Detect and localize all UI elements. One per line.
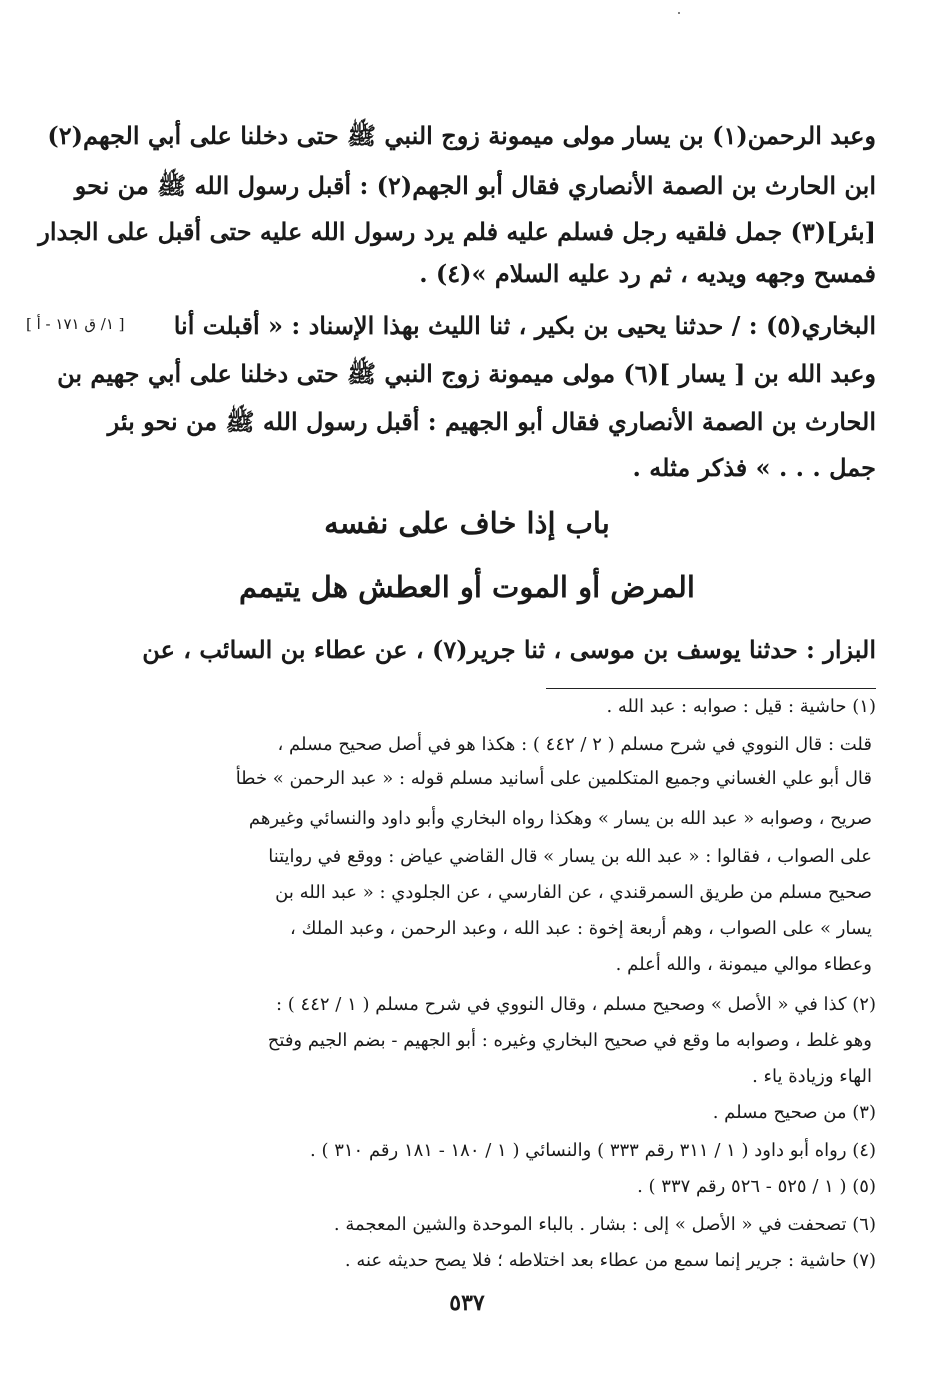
footnote-1-cont-3: صريح ، وصوابه « عبد الله بن يسار » وهكذا رواه البخاري وأبو داود والنسائي وغيرهم [248,808,872,829]
chapter-intro-line: البزار : حدثنا يوسف بن موسى ، ثنا جرير(٧) ، عن عطاء بن السائب ، عن [142,635,876,664]
footnote-1-cont-1: قلت : قال النووي في شرح مسلم ( ٢ / ٤٤٢ ) : هكذا هو في أصل صحيح مسلم ، [277,734,872,755]
main-text-line-1: وعبد الرحمن(١) بن يسار مولى ميمونة زوج النبي ﷺ حتى دخلنا على أبي الجهم(٢) [47,121,876,150]
footnote-1-cont-5: صحيح مسلم من طريق السمرقندي ، عن الفارسي ، عن الجلودي : « عبد الله بن [275,882,872,903]
bukhari-line-1: البخاري(٥) : / حدثنا يحيى بن بكير ، ثنا الليث بهذا الإسناد : « أقبلت أنا [173,311,876,340]
bukhari-line-3: الحارث بن الصمة الأنصاري فقال أبو الجهيم : أقبل رسول الله ﷺ من نحو بئر [107,407,876,436]
footnote-5: (٥) ( ١ / ٥٢٥ - ٥٢٦ رقم ٣٣٧ ) . [637,1176,876,1197]
footnote-1-cont-4: على الصواب ، فقالوا : « عبد الله بن يسار » قال القاضي عياض : ووقع في روايتنا [268,846,872,867]
bukhari-line-2: وعبد الله بن [ يسار ](٦) مولى ميمونة زوج النبي ﷺ حتى دخلنا على أبي جهيم بن [57,359,876,388]
footnote-6: (٦) تصحفت في « الأصل » إلى : بشار . بالباء الموحدة والشين المعجمة . [333,1214,876,1235]
page-number: ٥٣٧ [449,1290,485,1316]
main-text-line-3: [بئر](٣) جمل فلقيه رجل فسلم عليه فلم يرد رسول الله عليه حتى أقبل على الجدار [38,217,876,246]
chapter-title-line-2: المرض أو الموت أو العطش هل يتيمم [239,570,695,604]
scan-speck [678,12,680,14]
footnote-2-cont-1: وهو غلط ، وصوابه ما وقع في صحيح البخاري وغيره : أبو الجهيم - بضم الجيم وفتح [267,1030,872,1051]
bukhari-line-4: جمل . . . » فذكر مثله . [632,453,876,482]
main-text-line-4: فمسح وجهه ويديه ، ثم رد عليه السلام »(٤) . [419,259,876,288]
footnote-1-cont-7: وعطاء موالي ميمونة ، والله أعلم . [615,954,872,975]
manuscript-folio-note: [ ١/ ق ١٧١ - أ ] [26,315,125,333]
footnote-divider [546,688,876,689]
chapter-title-line-1: باب إذا خاف على نفسه [324,506,610,540]
footnote-2: (٢) كذا في « الأصل » وصحيح مسلم ، وقال النووي في شرح مسلم ( ١ / ٤٤٢ ) : [276,994,876,1015]
footnote-1-cont-6: يسار » على الصواب ، وهم أربعة إخوة : عبد الله ، وعبد الرحمن ، وعبد الملك ، [290,918,872,939]
footnote-3: (٣) من صحيح مسلم . [712,1102,876,1123]
footnote-2-cont-2: الهاء وزيادة ياء . [752,1066,872,1087]
footnote-4: (٤) رواه أبو داود ( ١ / ٣١١ رقم ٣٣٣ ) والنسائي ( ١ / ١٨٠ - ١٨١ رقم ٣١٠ ) . [310,1140,876,1161]
footnote-1: (١) حاشية : قيل : صوابه : عبد الله . [606,696,876,717]
footnote-7: (٧) حاشية : جرير إنما سمع من عطاء بعد اختلاطه ؛ فلا يصح حديثه عنه . [344,1250,876,1271]
footnote-1-cont-2: قال أبو علي الغساني وجميع المتكلمين على أسانيد مسلم قوله : « عبد الرحمن » خطأ [235,768,872,789]
main-text-line-2: ابن الحارث بن الصمة الأنصاري فقال أبو الجهم(٢) : أقبل رسول الله ﷺ من نحو [74,171,876,200]
